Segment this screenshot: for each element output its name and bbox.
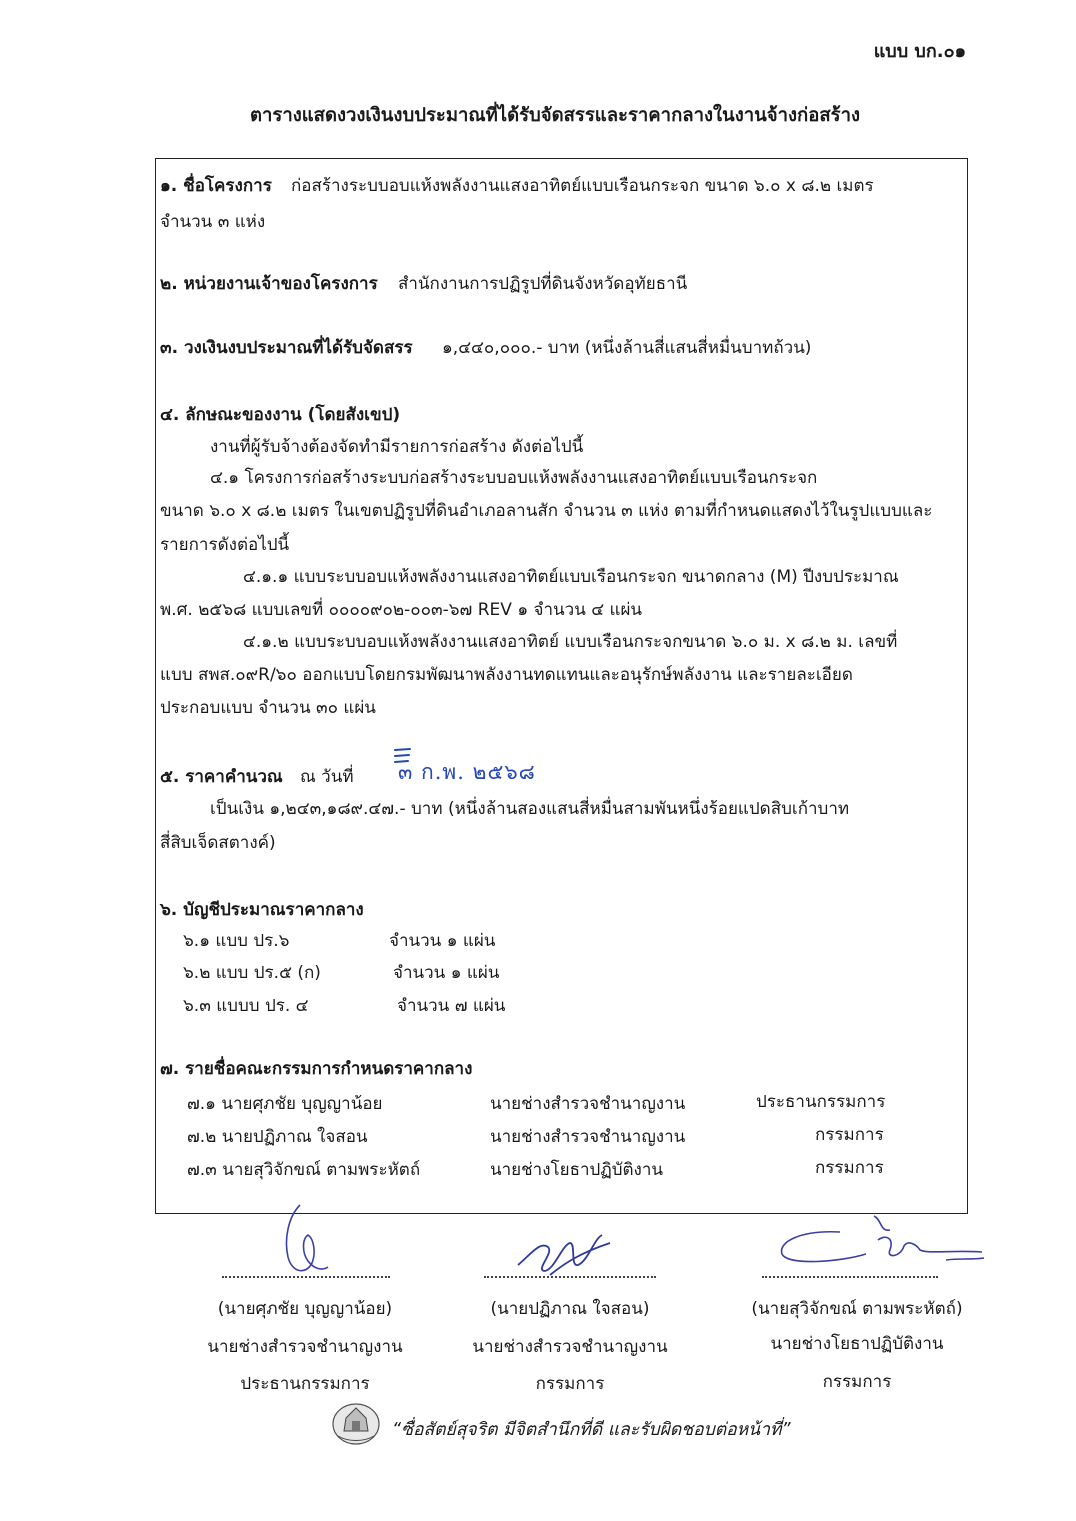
committee-position-3: นายช่างโยธาปฏิบัติงาน: [490, 1160, 664, 1180]
handwritten-date: ๓ ก.พ. ๒๕๖๘: [398, 760, 536, 784]
signature-line-1: [222, 1276, 390, 1278]
calculated-price-line2: สี่สิบเจ็ดสตางค์): [160, 833, 276, 853]
estimate-form-1: ๖.๑ แบบ ปร.๖: [183, 931, 290, 951]
motto: “ซื่อสัตย์สุจริต มีจิตสำนึกที่ดี และรับผิดชอบต่อหน้าที่”: [392, 1420, 791, 1440]
agency-emblem-icon: [330, 1398, 382, 1448]
item-4-1-1-line1: ๔.๑.๑ แบบระบบอบแห้งพลังงานแสงอาทิตย์แบบเรือนกระจก ขนาดกลาง (M) ปีงบประมาณ: [243, 567, 899, 587]
signer-1-name: (นายศุภชัย บุญญาน้อย): [217, 1299, 393, 1319]
signer-2-role: กรรมการ: [535, 1374, 605, 1394]
signature-2: [510, 1225, 620, 1280]
signer-2-name: (นายปฏิภาณ ใจสอน): [490, 1299, 650, 1319]
document-title: ตารางแสดงวงเงินงบประมาณที่ได้รับจัดสรรและราคากลางในงานจ้างก่อสร้าง: [249, 105, 860, 126]
committee-name-1: ๗.๑ นายศุภชัย บุญญาน้อย: [187, 1094, 383, 1114]
item-4-1-1-line2: พ.ศ. ๒๕๖๘ แบบเลขที่ ๐๐๐๐๙๐๒-๐๐๓-๖๗ REV ๑ จำนวน ๔ แผ่น: [160, 600, 643, 620]
section-6-heading: ๖. บัญชีประมาณราคากลาง: [160, 900, 364, 920]
committee-name-2: ๗.๒ นายปฏิภาณ ใจสอน: [187, 1127, 368, 1147]
date-label: ณ วันที่: [300, 767, 354, 787]
item-4-1-2-line1: ๔.๑.๒ แบบระบบอบแห้งพลังงานแสงอาทิตย์ แบบเรือนกระจกขนาด ๖.๐ ม. x ๘.๒ ม. เลขที่: [243, 632, 898, 652]
estimate-form-2: ๖.๒ แบบ ปร.๕ (ก): [183, 963, 321, 983]
section-1-heading: ๑. ชื่อโครงการ: [160, 176, 272, 196]
budget-amount: ๑,๔๔๐,๐๐๐.- บาท (หนึ่งล้านสี่แสนสี่หมื่นบาทถ้วน): [442, 338, 812, 358]
estimate-qty-2: จำนวน ๑ แผ่น: [393, 963, 500, 983]
committee-position-2: นายช่างสำรวจชำนาญงาน: [490, 1127, 686, 1147]
signer-3-role: กรรมการ: [822, 1372, 892, 1392]
committee-name-3: ๗.๓ นายสุวิจักขณ์ ตามพระหัตถ์: [187, 1160, 421, 1180]
signer-2-position: นายช่างสำรวจชำนาญงาน: [472, 1337, 668, 1357]
estimate-form-3: ๖.๓ แบบบ ปร. ๔: [183, 996, 309, 1016]
estimate-qty-1: จำนวน ๑ แผ่น: [389, 931, 496, 951]
estimate-qty-3: จำนวน ๗ แผ่น: [397, 996, 506, 1016]
signature-3: [770, 1210, 990, 1275]
section-5-heading: ๕. ราคาคำนวณ: [160, 767, 283, 787]
calculated-price-line1: เป็นเงิน ๑,๒๔๓,๑๘๙.๔๗.- บาท (หนึ่งล้านสองแสนสี่หมื่นสามพันหนึ่งร้อยแปดสิบเก้าบาท: [210, 799, 850, 819]
item-4-1-line2: ขนาด ๖.๐ x ๘.๒ เมตร ในเขตปฏิรูปที่ดินอำเภอลานสัก จำนวน ๓ แห่ง ตามที่กำหนดแสดงไว้ในรูปแบบและ: [160, 501, 933, 521]
project-name-line1: ก่อสร้างระบบอบแห้งพลังงานแสงอาทิตย์แบบเรือนกระจก ขนาด ๖.๐ x ๘.๒ เมตร: [291, 176, 874, 196]
section-2-heading: ๒. หน่วยงานเจ้าของโครงการ: [160, 274, 378, 294]
signature-line-2: [484, 1276, 656, 1278]
signer-3-position: นายช่างโยธาปฏิบัติงาน: [770, 1334, 944, 1354]
item-4-1-2-line3: ประกอบแบบ จำนวน ๓๐ แผ่น: [160, 698, 376, 718]
project-name-line2: จำนวน ๓ แห่ง: [160, 212, 266, 232]
item-4-1-line1: ๔.๑ โครงการก่อสร้างระบบก่อสร้างระบบอบแห้งพลังงานแสงอาทิตย์แบบเรือนกระจก: [210, 468, 818, 488]
section-4-heading: ๔. ลักษณะของงาน (โดยสังเขป): [160, 405, 401, 425]
committee-role-2: กรรมการ: [815, 1125, 884, 1145]
signer-3-name: (นายสุวิจักขณ์ ตามพระหัตถ์): [751, 1299, 963, 1319]
signature-1: [270, 1195, 340, 1285]
signer-1-position: นายช่างสำรวจชำนาญงาน: [207, 1337, 403, 1357]
signer-1-role: ประธานกรรมการ: [240, 1374, 370, 1394]
section-3-heading: ๓. วงเงินงบประมาณที่ได้รับจัดสรร: [160, 338, 413, 358]
item-4-1-2-line2: แบบ สพส.๐๙R/๖๐ ออกแบบโดยกรมพัฒนาพลังงานทดแทนและอนุรักษ์พลังงาน และรายละเอียด: [160, 665, 853, 685]
committee-role-1: ประธานกรรมการ: [756, 1092, 886, 1112]
section-7-heading: ๗. รายชื่อคณะกรรมการกำหนดราคากลาง: [160, 1059, 473, 1079]
form-code: แบบ บก.๐๑: [873, 41, 966, 62]
signature-line-3: [762, 1276, 938, 1278]
committee-role-3: กรรมการ: [815, 1158, 884, 1178]
item-4-1-line3: รายการดังต่อไปนี้: [160, 535, 290, 555]
project-owner: สำนักงานการปฏิรูปที่ดินจังหวัดอุทัยธานี: [398, 274, 688, 294]
work-intro: งานที่ผู้รับจ้างต้องจัดทำมีรายการก่อสร้าง ดังต่อไปนี้: [210, 437, 584, 457]
committee-position-1: นายช่างสำรวจชำนาญงาน: [490, 1094, 686, 1114]
